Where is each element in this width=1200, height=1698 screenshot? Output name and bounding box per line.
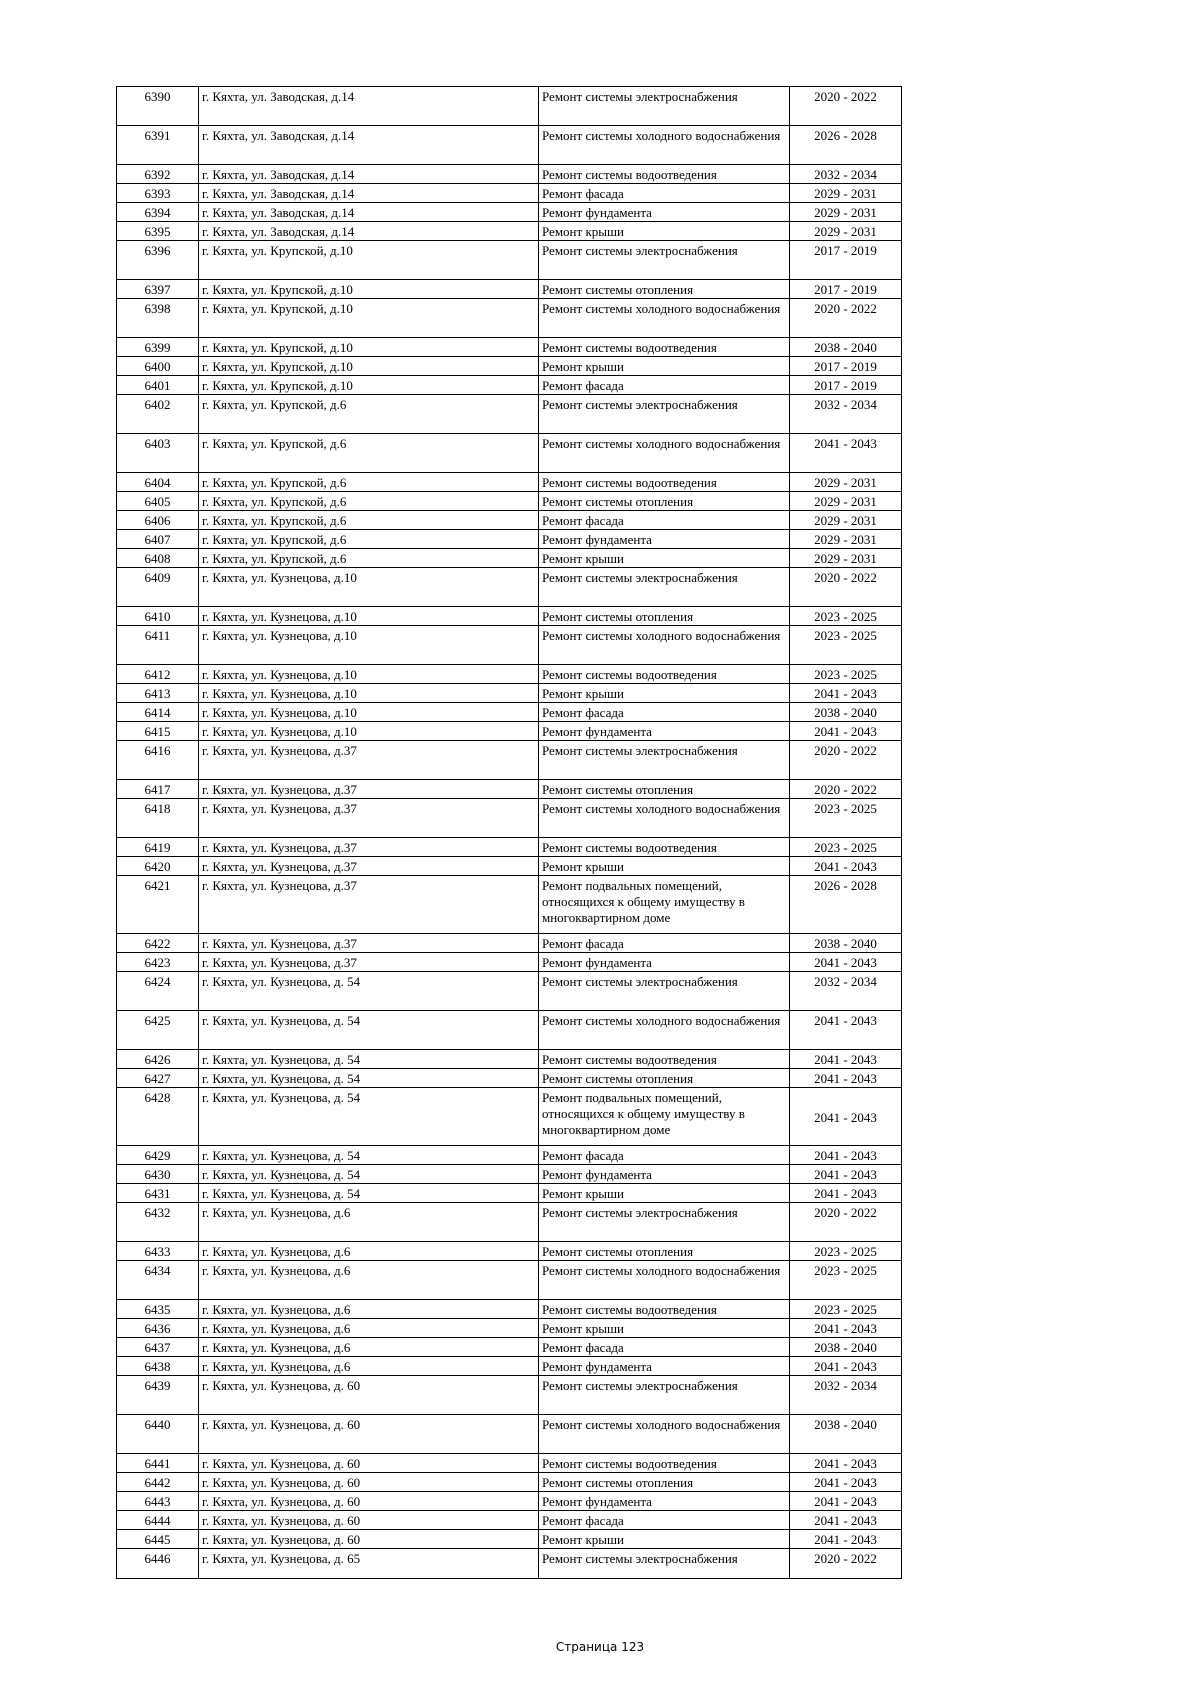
row-number-cell: 6433 [117, 1242, 199, 1261]
capital-repair-table [116, 86, 902, 1579]
row-number-cell: 6439 [117, 1376, 199, 1415]
table-row [117, 87, 902, 126]
work-type-cell: Ремонт системы водоотведения [539, 1454, 790, 1473]
address-cell: г. Кяхта, ул. Заводская, д.14 [199, 87, 539, 126]
row-number-cell: 6417 [117, 780, 199, 799]
address-cell: г. Кяхта, ул. Кузнецова, д. 54 [199, 1165, 539, 1184]
address-cell: г. Кяхта, ул. Крупской, д.6 [199, 473, 539, 492]
row-number-cell: 6437 [117, 1338, 199, 1357]
period-cell: 2029 - 2031 [790, 203, 902, 222]
work-type-cell: Ремонт системы водоотведения [539, 665, 790, 684]
period-cell: 2038 - 2040 [790, 1338, 902, 1357]
period-cell: 2029 - 2031 [790, 222, 902, 241]
work-type-cell: Ремонт системы холодного водоснабжения [539, 299, 790, 338]
table-row [117, 1376, 902, 1415]
address-cell: г. Кяхта, ул. Кузнецова, д. 60 [199, 1530, 539, 1549]
table-row [117, 299, 902, 338]
row-number-cell: 6415 [117, 722, 199, 741]
address-cell: г. Кяхта, ул. Кузнецова, д. 54 [199, 1011, 539, 1050]
row-number-cell: 6429 [117, 1146, 199, 1165]
table-row [117, 492, 902, 511]
table-row [117, 357, 902, 376]
address-cell: г. Кяхта, ул. Крупской, д.6 [199, 549, 539, 568]
work-type-cell: Ремонт системы водоотведения [539, 165, 790, 184]
row-number-cell: 6428 [117, 1088, 199, 1146]
period-cell: 2017 - 2019 [790, 357, 902, 376]
period-cell: 2041 - 2043 [790, 1473, 902, 1492]
address-cell: г. Кяхта, ул. Кузнецова, д.37 [199, 838, 539, 857]
row-number-cell: 6395 [117, 222, 199, 241]
period-cell: 2029 - 2031 [790, 511, 902, 530]
period-cell: 2020 - 2022 [790, 780, 902, 799]
row-number-cell: 6399 [117, 338, 199, 357]
address-cell: г. Кяхта, ул. Крупской, д.10 [199, 280, 539, 299]
work-type-cell: Ремонт системы холодного водоснабжения [539, 1011, 790, 1050]
row-number-cell: 6409 [117, 568, 199, 607]
work-type-cell: Ремонт фундамента [539, 1492, 790, 1511]
table-row [117, 1242, 902, 1261]
row-number-cell: 6434 [117, 1261, 199, 1300]
table-row [117, 934, 902, 953]
row-number-cell: 6426 [117, 1050, 199, 1069]
work-type-cell: Ремонт системы отопления [539, 492, 790, 511]
work-type-cell: Ремонт системы холодного водоснабжения [539, 1261, 790, 1300]
row-number-cell: 6413 [117, 684, 199, 703]
row-number-cell: 6408 [117, 549, 199, 568]
table-row [117, 665, 902, 684]
address-cell: г. Кяхта, ул. Кузнецова, д. 65 [199, 1549, 539, 1579]
row-number-cell: 6407 [117, 530, 199, 549]
address-cell: г. Кяхта, ул. Кузнецова, д.37 [199, 799, 539, 838]
address-cell: г. Кяхта, ул. Кузнецова, д. 54 [199, 1088, 539, 1146]
row-number-cell: 6394 [117, 203, 199, 222]
period-cell: 2038 - 2040 [790, 1415, 902, 1454]
period-cell: 2023 - 2025 [790, 607, 902, 626]
period-cell: 2041 - 2043 [790, 1184, 902, 1203]
table-row [117, 165, 902, 184]
row-number-cell: 6391 [117, 126, 199, 165]
work-type-cell: Ремонт фасада [539, 934, 790, 953]
work-type-cell: Ремонт крыши [539, 857, 790, 876]
table-row [117, 511, 902, 530]
table-row [117, 1357, 902, 1376]
work-type-cell: Ремонт подвальных помещений, относящихся к общему имуществу в многоквартирном доме [539, 876, 790, 934]
row-number-cell: 6418 [117, 799, 199, 838]
work-type-cell: Ремонт системы водоотведения [539, 838, 790, 857]
period-cell: 2029 - 2031 [790, 549, 902, 568]
row-number-cell: 6402 [117, 395, 199, 434]
row-number-cell: 6446 [117, 1549, 199, 1579]
table-row [117, 1492, 902, 1511]
row-number-cell: 6445 [117, 1530, 199, 1549]
address-cell: г. Кяхта, ул. Кузнецова, д. 60 [199, 1473, 539, 1492]
address-cell: г. Кяхта, ул. Крупской, д.6 [199, 434, 539, 473]
work-type-cell: Ремонт системы электроснабжения [539, 568, 790, 607]
address-cell: г. Кяхта, ул. Кузнецова, д. 54 [199, 972, 539, 1011]
address-cell: г. Кяхта, ул. Крупской, д.10 [199, 299, 539, 338]
row-number-cell: 6424 [117, 972, 199, 1011]
period-cell: 2032 - 2034 [790, 165, 902, 184]
period-cell: 2041 - 2043 [790, 1319, 902, 1338]
work-type-cell: Ремонт системы холодного водоснабжения [539, 126, 790, 165]
table-row [117, 838, 902, 857]
table-row [117, 1146, 902, 1165]
table-row [117, 338, 902, 357]
period-cell: 2023 - 2025 [790, 1242, 902, 1261]
table-row [117, 549, 902, 568]
row-number-cell: 6414 [117, 703, 199, 722]
work-type-cell: Ремонт фасада [539, 376, 790, 395]
table-row [117, 722, 902, 741]
row-number-cell: 6419 [117, 838, 199, 857]
table-row [117, 126, 902, 165]
address-cell: г. Кяхта, ул. Кузнецова, д.10 [199, 703, 539, 722]
address-cell: г. Кяхта, ул. Кузнецова, д.10 [199, 607, 539, 626]
address-cell: г. Кяхта, ул. Кузнецова, д.6 [199, 1203, 539, 1242]
period-cell: 2041 - 2043 [790, 722, 902, 741]
row-number-cell: 6406 [117, 511, 199, 530]
work-type-cell: Ремонт системы электроснабжения [539, 1203, 790, 1242]
table-row [117, 222, 902, 241]
table-row [117, 1011, 902, 1050]
work-type-cell: Ремонт системы отопления [539, 780, 790, 799]
row-number-cell: 6431 [117, 1184, 199, 1203]
row-number-cell: 6398 [117, 299, 199, 338]
address-cell: г. Кяхта, ул. Кузнецова, д. 54 [199, 1184, 539, 1203]
row-number-cell: 6392 [117, 165, 199, 184]
address-cell: г. Кяхта, ул. Кузнецова, д.37 [199, 780, 539, 799]
work-type-cell: Ремонт фасада [539, 1511, 790, 1530]
address-cell: г. Кяхта, ул. Кузнецова, д.10 [199, 626, 539, 665]
table-row [117, 184, 902, 203]
period-cell: 2041 - 2043 [790, 1492, 902, 1511]
period-cell: 2032 - 2034 [790, 395, 902, 434]
table-row [117, 1088, 902, 1146]
table-row [117, 1203, 902, 1242]
period-cell: 2023 - 2025 [790, 799, 902, 838]
period-cell: 2041 - 2043 [790, 1088, 902, 1146]
table-row [117, 376, 902, 395]
work-type-cell: Ремонт крыши [539, 1530, 790, 1549]
table-row [117, 953, 902, 972]
work-type-cell: Ремонт системы холодного водоснабжения [539, 626, 790, 665]
period-cell: 2023 - 2025 [790, 1261, 902, 1300]
row-number-cell: 6435 [117, 1300, 199, 1319]
work-type-cell: Ремонт системы отопления [539, 1069, 790, 1088]
table-row [117, 1300, 902, 1319]
table-row [117, 203, 902, 222]
period-cell: 2029 - 2031 [790, 184, 902, 203]
row-number-cell: 6410 [117, 607, 199, 626]
work-type-cell: Ремонт системы водоотведения [539, 1300, 790, 1319]
row-number-cell: 6396 [117, 241, 199, 280]
table-row [117, 684, 902, 703]
address-cell: г. Кяхта, ул. Кузнецова, д.37 [199, 953, 539, 972]
period-cell: 2029 - 2031 [790, 473, 902, 492]
work-type-cell: Ремонт фундамента [539, 530, 790, 549]
work-type-cell: Ремонт системы электроснабжения [539, 741, 790, 780]
work-type-cell: Ремонт фундамента [539, 203, 790, 222]
period-cell: 2038 - 2040 [790, 338, 902, 357]
work-type-cell: Ремонт крыши [539, 549, 790, 568]
work-type-cell: Ремонт системы водоотведения [539, 1050, 790, 1069]
address-cell: г. Кяхта, ул. Заводская, д.14 [199, 184, 539, 203]
work-type-cell: Ремонт системы холодного водоснабжения [539, 1415, 790, 1454]
table-row [117, 1473, 902, 1492]
period-cell: 2041 - 2043 [790, 953, 902, 972]
table-row [117, 395, 902, 434]
table-row [117, 530, 902, 549]
work-type-cell: Ремонт фундамента [539, 1357, 790, 1376]
address-cell: г. Кяхта, ул. Кузнецова, д. 60 [199, 1454, 539, 1473]
row-number-cell: 6393 [117, 184, 199, 203]
work-type-cell: Ремонт фасада [539, 1146, 790, 1165]
period-cell: 2041 - 2043 [790, 684, 902, 703]
address-cell: г. Кяхта, ул. Кузнецова, д. 60 [199, 1492, 539, 1511]
row-number-cell: 6400 [117, 357, 199, 376]
work-type-cell: Ремонт фундамента [539, 953, 790, 972]
period-cell: 2020 - 2022 [790, 741, 902, 780]
table-row [117, 1261, 902, 1300]
table-row [117, 780, 902, 799]
period-cell: 2041 - 2043 [790, 434, 902, 473]
work-type-cell: Ремонт системы электроснабжения [539, 87, 790, 126]
work-type-cell: Ремонт фасада [539, 184, 790, 203]
work-type-cell: Ремонт системы отопления [539, 1473, 790, 1492]
period-cell: 2041 - 2043 [790, 1165, 902, 1184]
work-type-cell: Ремонт системы водоотведения [539, 473, 790, 492]
period-cell: 2023 - 2025 [790, 665, 902, 684]
address-cell: г. Кяхта, ул. Кузнецова, д. 54 [199, 1050, 539, 1069]
period-cell: 2020 - 2022 [790, 1549, 902, 1579]
row-number-cell: 6401 [117, 376, 199, 395]
period-cell: 2020 - 2022 [790, 87, 902, 126]
period-cell: 2041 - 2043 [790, 857, 902, 876]
address-cell: г. Кяхта, ул. Кузнецова, д. 60 [199, 1376, 539, 1415]
table-row [117, 1319, 902, 1338]
address-cell: г. Кяхта, ул. Кузнецова, д. 60 [199, 1511, 539, 1530]
period-cell: 2017 - 2019 [790, 280, 902, 299]
address-cell: г. Кяхта, ул. Заводская, д.14 [199, 165, 539, 184]
row-number-cell: 6436 [117, 1319, 199, 1338]
work-type-cell: Ремонт фасада [539, 511, 790, 530]
address-cell: г. Кяхта, ул. Кузнецова, д.6 [199, 1338, 539, 1357]
address-cell: г. Кяхта, ул. Крупской, д.10 [199, 338, 539, 357]
address-cell: г. Кяхта, ул. Кузнецова, д.37 [199, 934, 539, 953]
address-cell: г. Кяхта, ул. Кузнецова, д.6 [199, 1319, 539, 1338]
period-cell: 2026 - 2028 [790, 876, 902, 934]
period-cell: 2032 - 2034 [790, 1376, 902, 1415]
period-cell: 2041 - 2043 [790, 1530, 902, 1549]
address-cell: г. Кяхта, ул. Крупской, д.6 [199, 492, 539, 511]
table-row [117, 434, 902, 473]
address-cell: г. Кяхта, ул. Кузнецова, д.10 [199, 722, 539, 741]
work-type-cell: Ремонт системы электроснабжения [539, 241, 790, 280]
address-cell: г. Кяхта, ул. Кузнецова, д.37 [199, 741, 539, 780]
period-cell: 2023 - 2025 [790, 1300, 902, 1319]
work-type-cell: Ремонт системы отопления [539, 607, 790, 626]
period-cell: 2026 - 2028 [790, 126, 902, 165]
period-cell: 2041 - 2043 [790, 1146, 902, 1165]
address-cell: г. Кяхта, ул. Кузнецова, д.6 [199, 1242, 539, 1261]
period-cell: 2023 - 2025 [790, 626, 902, 665]
address-cell: г. Кяхта, ул. Кузнецова, д.10 [199, 568, 539, 607]
work-type-cell: Ремонт системы водоотведения [539, 338, 790, 357]
table-row [117, 703, 902, 722]
address-cell: г. Кяхта, ул. Крупской, д.6 [199, 511, 539, 530]
table-row [117, 607, 902, 626]
table-row [117, 799, 902, 838]
period-cell: 2020 - 2022 [790, 568, 902, 607]
work-type-cell: Ремонт крыши [539, 222, 790, 241]
period-cell: 2041 - 2043 [790, 1069, 902, 1088]
row-number-cell: 6423 [117, 953, 199, 972]
address-cell: г. Кяхта, ул. Крупской, д.10 [199, 357, 539, 376]
table-row [117, 1338, 902, 1357]
work-type-cell: Ремонт системы электроснабжения [539, 1376, 790, 1415]
address-cell: г. Кяхта, ул. Кузнецова, д. 54 [199, 1146, 539, 1165]
work-type-cell: Ремонт системы холодного водоснабжения [539, 799, 790, 838]
period-cell: 2041 - 2043 [790, 1357, 902, 1376]
row-number-cell: 6404 [117, 473, 199, 492]
period-cell: 2032 - 2034 [790, 972, 902, 1011]
table-row [117, 1454, 902, 1473]
address-cell: г. Кяхта, ул. Кузнецова, д.37 [199, 876, 539, 934]
address-cell: г. Кяхта, ул. Крупской, д.6 [199, 395, 539, 434]
period-cell: 2020 - 2022 [790, 299, 902, 338]
period-cell: 2041 - 2043 [790, 1011, 902, 1050]
address-cell: г. Кяхта, ул. Заводская, д.14 [199, 203, 539, 222]
row-number-cell: 6427 [117, 1069, 199, 1088]
work-type-cell: Ремонт крыши [539, 684, 790, 703]
period-cell: 2029 - 2031 [790, 492, 902, 511]
address-cell: г. Кяхта, ул. Крупской, д.10 [199, 241, 539, 280]
row-number-cell: 6444 [117, 1511, 199, 1530]
table-row [117, 1165, 902, 1184]
period-cell: 2041 - 2043 [790, 1454, 902, 1473]
row-number-cell: 6420 [117, 857, 199, 876]
period-cell: 2020 - 2022 [790, 1203, 902, 1242]
table-row [117, 473, 902, 492]
period-cell: 2041 - 2043 [790, 1050, 902, 1069]
work-type-cell: Ремонт системы электроснабжения [539, 395, 790, 434]
row-number-cell: 6443 [117, 1492, 199, 1511]
row-number-cell: 6422 [117, 934, 199, 953]
period-cell: 2029 - 2031 [790, 530, 902, 549]
row-number-cell: 6397 [117, 280, 199, 299]
address-cell: г. Кяхта, ул. Крупской, д.10 [199, 376, 539, 395]
table-row [117, 1184, 902, 1203]
table-row [117, 241, 902, 280]
row-number-cell: 6425 [117, 1011, 199, 1050]
address-cell: г. Кяхта, ул. Кузнецова, д. 54 [199, 1069, 539, 1088]
row-number-cell: 6432 [117, 1203, 199, 1242]
work-type-cell: Ремонт фундамента [539, 1165, 790, 1184]
address-cell: г. Кяхта, ул. Заводская, д.14 [199, 126, 539, 165]
table-row [117, 568, 902, 607]
work-type-cell: Ремонт системы электроснабжения [539, 972, 790, 1011]
work-type-cell: Ремонт системы отопления [539, 1242, 790, 1261]
period-cell: 2041 - 2043 [790, 1511, 902, 1530]
table-row [117, 626, 902, 665]
page-number: Страница 123 [555, 1640, 645, 1654]
row-number-cell: 6416 [117, 741, 199, 780]
work-type-cell: Ремонт крыши [539, 357, 790, 376]
work-type-cell: Ремонт подвальных помещений, относящихся к общему имуществу в многоквартирном доме [539, 1088, 790, 1146]
row-number-cell: 6411 [117, 626, 199, 665]
period-cell: 2017 - 2019 [790, 241, 902, 280]
work-type-cell: Ремонт фасада [539, 703, 790, 722]
address-cell: г. Кяхта, ул. Кузнецова, д.6 [199, 1261, 539, 1300]
table-row [117, 1069, 902, 1088]
table-row [117, 1549, 902, 1579]
work-type-cell: Ремонт фундамента [539, 722, 790, 741]
table-row [117, 972, 902, 1011]
row-number-cell: 6442 [117, 1473, 199, 1492]
row-number-cell: 6430 [117, 1165, 199, 1184]
table-body [117, 87, 902, 1579]
table-row [117, 280, 902, 299]
work-type-cell: Ремонт системы холодного водоснабжения [539, 434, 790, 473]
work-type-cell: Ремонт крыши [539, 1319, 790, 1338]
row-number-cell: 6421 [117, 876, 199, 934]
table-row [117, 876, 902, 934]
row-number-cell: 6403 [117, 434, 199, 473]
row-number-cell: 6412 [117, 665, 199, 684]
table-row [117, 1511, 902, 1530]
address-cell: г. Кяхта, ул. Заводская, д.14 [199, 222, 539, 241]
work-type-cell: Ремонт системы отопления [539, 280, 790, 299]
table-row [117, 1050, 902, 1069]
work-type-cell: Ремонт системы электроснабжения [539, 1549, 790, 1579]
period-cell: 2038 - 2040 [790, 934, 902, 953]
row-number-cell: 6440 [117, 1415, 199, 1454]
period-cell: 2038 - 2040 [790, 703, 902, 722]
address-cell: г. Кяхта, ул. Кузнецова, д.10 [199, 665, 539, 684]
work-type-cell: Ремонт фасада [539, 1338, 790, 1357]
address-cell: г. Кяхта, ул. Кузнецова, д.10 [199, 684, 539, 703]
work-type-cell: Ремонт крыши [539, 1184, 790, 1203]
period-cell: 2023 - 2025 [790, 838, 902, 857]
period-cell: 2017 - 2019 [790, 376, 902, 395]
address-cell: г. Кяхта, ул. Кузнецова, д.37 [199, 857, 539, 876]
table-row [117, 1530, 902, 1549]
address-cell: г. Кяхта, ул. Кузнецова, д.6 [199, 1300, 539, 1319]
row-number-cell: 6438 [117, 1357, 199, 1376]
table-row [117, 741, 902, 780]
table-row [117, 1415, 902, 1454]
table-row [117, 857, 902, 876]
address-cell: г. Кяхта, ул. Кузнецова, д. 60 [199, 1415, 539, 1454]
row-number-cell: 6405 [117, 492, 199, 511]
address-cell: г. Кяхта, ул. Кузнецова, д.6 [199, 1357, 539, 1376]
address-cell: г. Кяхта, ул. Крупской, д.6 [199, 530, 539, 549]
row-number-cell: 6441 [117, 1454, 199, 1473]
row-number-cell: 6390 [117, 87, 199, 126]
